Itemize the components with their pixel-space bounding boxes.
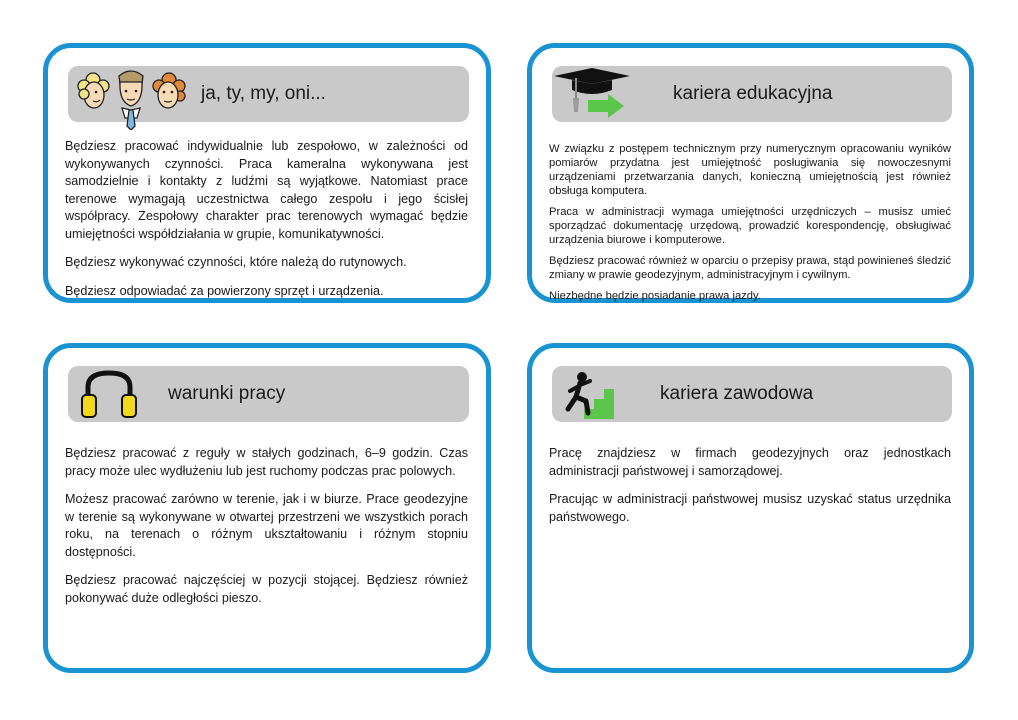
card-body [549,445,951,537]
paragraph: Pracując w administracji państwowej musisz uzyskać status urzędnika państwowego. [549,492,951,524]
paragraph: W związku z postępem technicznym przy numerycznym opracowaniu wyników pomiarów przydatna jest umiejętność posługiwania się nowoczesnymi urządzeniami przetwarzania danych, konieczną umiejętnością jest również obsługa komputera. [549,143,951,197]
paragraph: Będziesz odpowiadać za powierzony sprzęt i urządzenia. [65,283,384,298]
card-title: kariera edukacyjna [673,83,833,104]
paragraph: Będziesz pracować indywidualnie lub zespołowo, w zależności od wykonywanych czynności. Praca kameralna wykonywana jest samodzielnie i kontakty z ludźmi są wyjątkowe. Natomiast prace terenowe wymagają uczestnictwa całego zespołu i jego ścisłej współpracy. Zespołowy charakter prac terenowych wymagać będzie umiejętności współdziałania w grupie, komunikatywności. [65,139,468,241]
stairs-climber-icon [560,369,624,421]
card-header [552,66,952,122]
card-warunki-pracy [43,343,491,673]
people-faces-icon [73,68,191,130]
headphones-icon [80,369,138,421]
card-body [65,445,468,618]
card-body [65,138,468,311]
paragraph: Pracę znajdziesz w firmach geodezyjnych oraz jednostkach administracji państwowej i samorządowej. [549,446,951,478]
card-title: kariera zawodowa [660,383,814,404]
card-ja-ty-my-oni [43,43,491,303]
paragraph: Będziesz pracować również w oparciu o przepisy prawa, stąd powinieneś śledzić zmiany w prawie geodezyjnym, administracyjnym i cywilnym. [549,255,951,281]
card-header [68,66,469,122]
card-kariera-zawodowa [527,343,974,673]
paragraph: Możesz pracować zarówno w terenie, jak i w biurze. Prace geodezyjne w terenie są wykonywane w otwartej przestrzeni we wszystkich porach roku, na terenach o różnym ukształtowaniu i różnym stopniu dostępności. [65,492,468,559]
card-title: warunki pracy [168,383,286,404]
card-body [549,142,951,310]
paragraph: Będziesz pracować najczęściej w pozycji stojącej. Będziesz również pokonywać duże odległości pieszo. [65,573,468,605]
paragraph: Praca w administracji wymaga umiejętności urzędniczych – musisz umieć sporządzać dokumentację urzędową, prowadzić korespondencję, obsługiwać urządzenia biurowe i komputerowe. [549,206,951,246]
paragraph: Będziesz wykonywać czynności, które należą do rutynowych. [65,255,407,269]
paragraph: Będziesz pracować z reguły w stałych godzinach, 6–9 godzin. Czas pracy może ulec wydłużeniu lub jest ruchomy podczas prac polowych. [65,446,468,478]
card-header [68,366,469,422]
card-title: ja, ty, my, oni... [201,83,326,104]
graduation-cap-arrow-icon [554,68,640,120]
paragraph: Niezbędne będzie posiadanie prawa jazdy. [549,290,761,302]
card-kariera-edukacyjna [527,43,974,303]
card-header [552,366,952,422]
